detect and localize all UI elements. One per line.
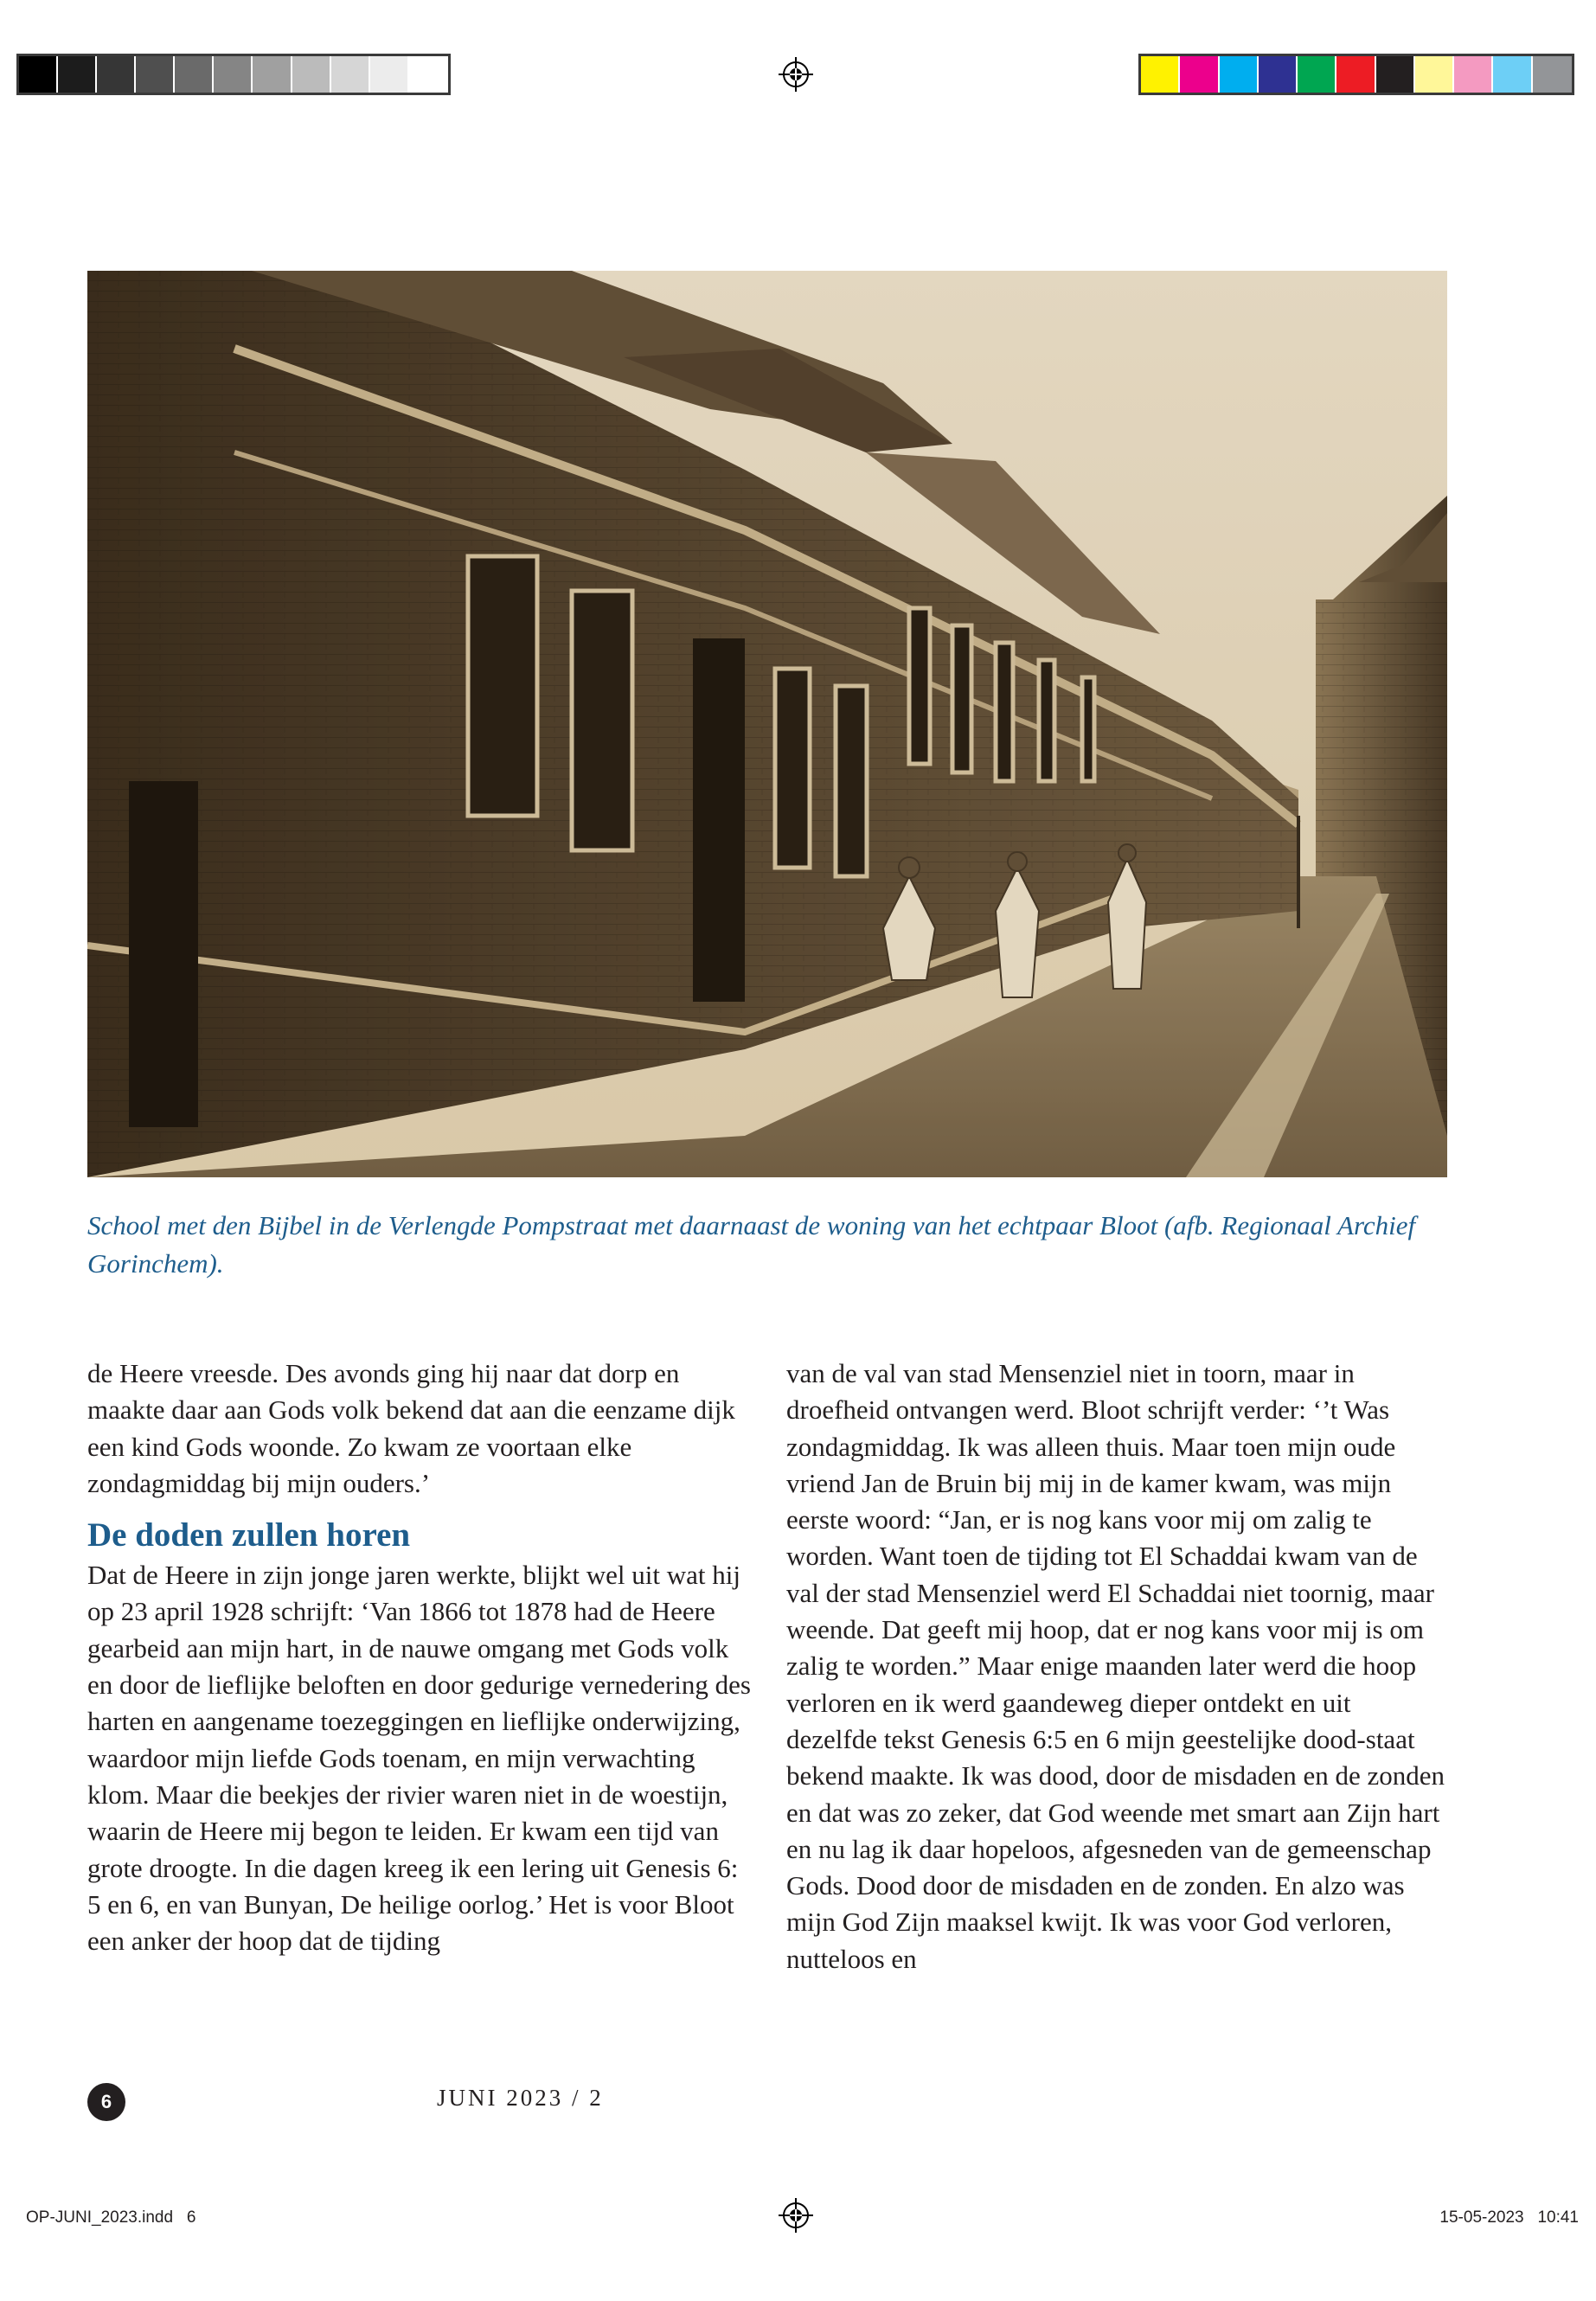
process-color-swatch: [1180, 56, 1219, 93]
street-photo: [87, 271, 1447, 1177]
grayscale-swatch: [409, 56, 448, 93]
process-color-swatch: [1533, 56, 1572, 93]
body-paragraph: Dat de Heere in zijn jonge jaren werkte, blijkt wel uit wat hij op 23 april 1928 schrijft: ‘Van 1866 tot 1878 had de Heere gearbeid aan mijn hart, in de nauwe omgang met Gods volk en door de lieflijke beloften en door gedurige vernedering des harten en aangename toezeggingen en lieflijke onderwijzing, waardoor mijn liefde Gods toenam, en mijn verwachting klom. Maar die beekjes der rivier waren niet in de woestijn, waarin de Heere mij begon te leiden. Er kwam een tijd van grote droogte. In die dagen kreeg ik een lering uit Genesis 6: 5 en 6, en van Bunyan, De heilige oorlog.’ Het is voor Bloot een anker der hoop dat de tijding: [87, 1560, 751, 1957]
process-color-swatch: [1454, 56, 1493, 93]
process-color-swatch: [1415, 56, 1454, 93]
process-color-swatch: [1141, 56, 1180, 93]
grayscale-swatch: [331, 56, 370, 93]
grayscale-swatch: [136, 56, 175, 93]
registration-mark-icon: [779, 2198, 813, 2233]
process-color-swatch: [1336, 56, 1375, 93]
grayscale-bar: [16, 54, 451, 95]
photo-caption: School met den Bijbel in de Verlengde Pompstraat met daarnaast de woning van het echtpaar Bloot (afb. Regionaal Archief Gorinchem).: [87, 1210, 1416, 1279]
right-column: [786, 1356, 1445, 1977]
grayscale-swatch: [58, 56, 97, 93]
slug-timestamp: 15-05-2023 10:41: [1439, 2208, 1579, 2227]
grayscale-swatch: [214, 56, 253, 93]
slug-file: OP-JUNI_2023.indd 6: [26, 2208, 196, 2227]
body-paragraph: de Heere vreesde. Des avonds ging hij naar dat dorp en maakte daar aan Gods volk bekend dat aan die eenzame dijk een kind Gods woonde. Zo kwam ze voortaan elke zondagmiddag bij mijn ouders.’: [87, 1358, 735, 1498]
grayscale-swatch: [370, 56, 409, 93]
grayscale-swatch: [19, 56, 58, 93]
process-color-bar: [1138, 54, 1574, 95]
grayscale-swatch: [253, 56, 292, 93]
body-paragraph: van de val van stad Mensenziel niet in toorn, maar in droefheid ontvangen werd. Bloot schrijft verder: ‘’t Was zondagmiddag. Ik was alleen thuis. Maar toen mijn oude vriend Jan de Bruin bij mij in de kamer kwam, was mijn eerste woord: “Jan, er is nog kans voor mij om zalig te worden. Want toen de tijding tot El Schaddai kwam van de val der stad Mensenziel werd El Schaddai niet toornig, maar weende. Dat geeft mij hoop, dat er nog kans voor mij is om zalig te worden.” Maar enige maanden later werd die hoop verloren en ik werd gaandeweg dieper ontdekt en uit dezelfde tekst Genesis 6:5 en 6 mijn geestelijke dood-staat bekend maakte. Ik was dood, door de misdaden en de zonden en dat was zo zeker, dat God weende met smart aan Zijn hart en nu lag ik daar hopeloos, afgesneden van de gemeenschap Gods. Dood door de misdaden en de zonden. En alzo was mijn God Zijn maaksel kwijt. Ik was voor God verloren, nutteloos en: [786, 1358, 1445, 1974]
left-column: [87, 1356, 753, 1959]
process-color-swatch: [1376, 56, 1415, 93]
process-color-swatch: [1298, 56, 1336, 93]
issue-label: JUNI 2023 / 2: [437, 2085, 604, 2111]
grayscale-swatch: [292, 56, 331, 93]
process-color-swatch: [1259, 56, 1298, 93]
process-color-swatch: [1220, 56, 1259, 93]
grayscale-swatch: [97, 56, 136, 93]
process-color-swatch: [1493, 56, 1532, 93]
page-number: 6: [87, 2083, 125, 2121]
registration-mark-icon: [779, 57, 813, 92]
grayscale-swatch: [175, 56, 214, 93]
section-heading: De doden zullen horen: [87, 1516, 411, 1554]
